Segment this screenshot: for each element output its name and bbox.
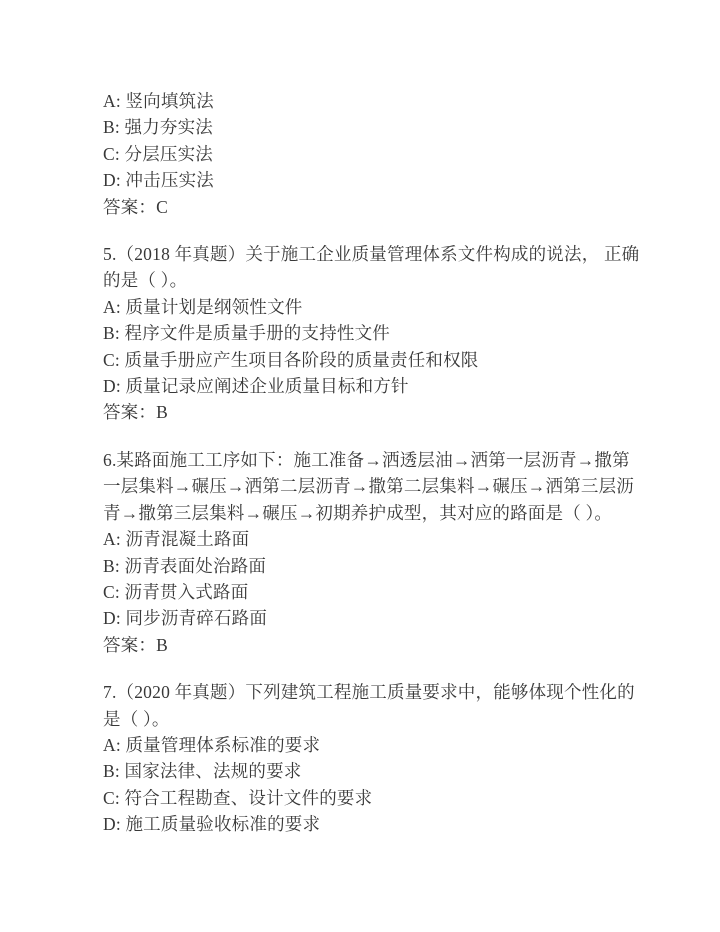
question-6-option-d: D: 同步沥青碎石路面 [103, 608, 268, 629]
question-7-option-b: B: 国家法律、法规的要求 [103, 761, 302, 782]
question-5-option-c: C: 质量手册应产生项目各阶段的质量责任和权限 [103, 349, 479, 370]
question-4-option-c: C: 分层压实法 [103, 143, 214, 164]
document-content [103, 88, 640, 838]
question-5-option-a: A: 质量计划是纲领性文件 [103, 296, 303, 317]
question-7-option-d: D: 施工质量验收标准的要求 [103, 814, 321, 835]
question-5-option-b: B: 程序文件是质量手册的支持性文件 [103, 323, 391, 344]
question-6-stem-line-1: 6.某路面施工工序如下：施工准备→洒透层油→洒第一层沥青→撒第 [103, 449, 630, 470]
question-6-stem-line-2: 一层集料→碾压→洒第二层沥青→撒第二层集料→碾压→洒第三层沥 [103, 476, 634, 497]
question-7-option-a: A: 质量管理体系标准的要求 [103, 734, 321, 755]
question-5-block [103, 241, 640, 426]
question-6-block [103, 447, 633, 658]
question-5-option-d: D: 质量记录应阐述企业质量目标和方针 [103, 376, 409, 397]
question-7-option-c: C: 符合工程勘查、设计文件的要求 [103, 787, 373, 808]
question-4-option-a: A: 竖向填筑法 [103, 91, 214, 111]
question-7-block [103, 679, 633, 837]
question-6-option-c: C: 沥青贯入式路面 [103, 581, 249, 602]
question-7-stem-line-1: 7.（2020 年真题）下列建筑工程施工质量要求中，能够体现个性化的 [103, 682, 635, 703]
question-5-stem-line-2: 的是（ ）。 [103, 270, 188, 291]
question-6-option-b: B: 沥青表面处治路面 [103, 555, 267, 576]
question-4-option-d: D: 冲击压实法 [103, 170, 214, 191]
question-4-answer: 答案：C [103, 196, 168, 217]
question-4-option-b: B: 强力夯实法 [103, 117, 214, 138]
question-5-stem-line-1: 5.（2018 年真题）关于施工企业质量管理体系文件构成的说法， 正确 [103, 244, 640, 265]
question-4-tail-block [103, 88, 633, 220]
question-7-stem-line-2: 是（ ）。 [103, 708, 170, 729]
question-5-answer: 答案：B [103, 402, 168, 423]
question-6-answer: 答案：B [103, 634, 168, 655]
question-6-stem-line-3: 青→撒第三层集料→碾压→初期养护成型，其对应的路面是（ ）。 [103, 502, 613, 523]
question-6-option-a: A: 沥青混凝土路面 [103, 529, 250, 550]
